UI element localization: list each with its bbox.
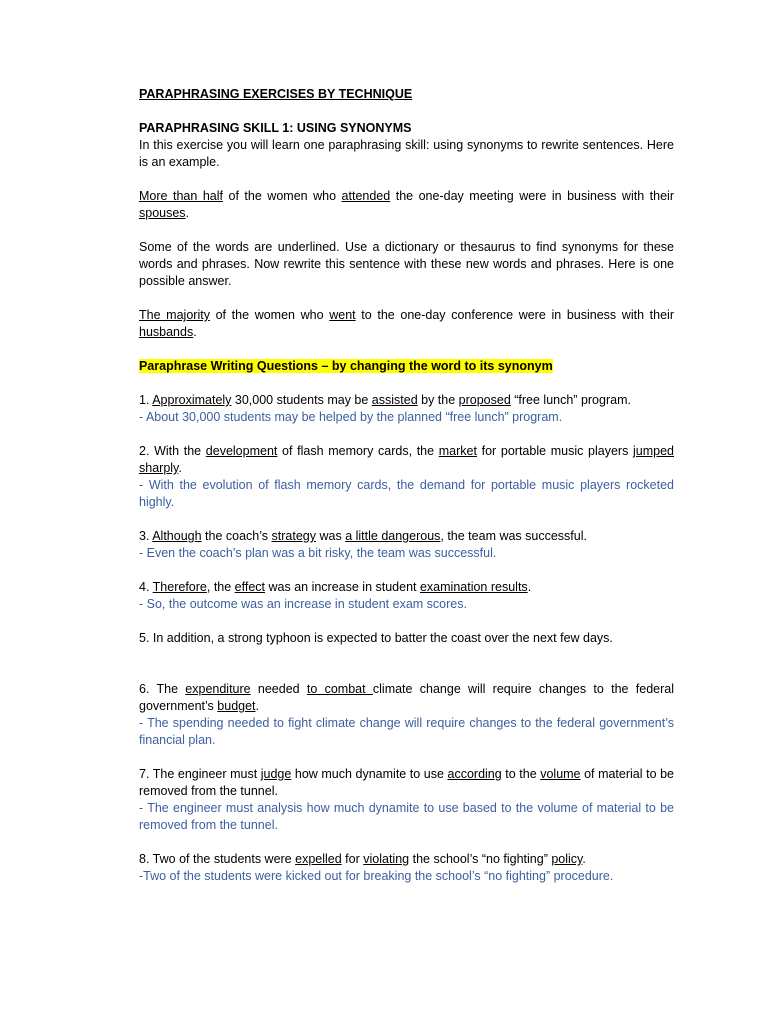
underlined-word: expelled: [295, 852, 342, 866]
text-span: 1.: [139, 393, 153, 407]
text-span: .: [193, 325, 197, 339]
underlined-word: jumped sharply: [139, 444, 674, 475]
question-2: [139, 443, 674, 477]
underlined-word: The majority: [139, 308, 210, 322]
question-4: [139, 579, 674, 596]
text-span: the coach’s: [201, 529, 272, 543]
text-span: .: [527, 580, 532, 594]
underlined-word: Approximately: [152, 393, 232, 407]
underlined-word: Although: [152, 529, 202, 543]
text-span: the one-day meeting were in business with their: [390, 189, 674, 203]
text-span: 4.: [139, 580, 153, 594]
question-3: [139, 528, 674, 545]
answer-6: - The spending needed to fight climate change will require changes to the federal government’s financial plan.: [139, 716, 674, 747]
question-7: [139, 766, 674, 800]
question-8: [139, 851, 674, 868]
underlined-word: a little dangerous: [345, 529, 441, 543]
underlined-word: budget: [217, 699, 256, 713]
underlined-word: attended: [341, 189, 391, 203]
questions-heading: [139, 358, 674, 375]
answer-3: - Even the coach’s plan was a bit risky, the team was successful.: [139, 546, 497, 560]
text-span: was an increase in student: [265, 580, 420, 594]
answer-2: - With the evolution of flash memory cards, the demand for portable music players rocketed highly.: [139, 478, 674, 509]
underlined-word: Therefore: [152, 580, 207, 594]
example-sentence: [139, 188, 674, 222]
answer-4: - So, the outcome was an increase in student exam scores.: [139, 597, 467, 611]
text-span: , the: [206, 580, 235, 594]
text-span: for: [341, 852, 364, 866]
example-answer: [139, 307, 674, 341]
text-span: to the one-day conference were in business with their: [355, 308, 674, 322]
text-span: by the: [417, 393, 459, 407]
document-title: PARAPHRASING EXERCISES BY TECHNIQUE: [139, 87, 413, 101]
underlined-word: strategy: [271, 529, 316, 543]
question-5: 5. In addition, a strong typhoon is expected to batter the coast over the next few days.: [139, 631, 613, 645]
text-span: .: [582, 852, 586, 866]
underlined-word: assisted: [371, 393, 418, 407]
text-span: for portable music players: [476, 444, 633, 458]
question-6: [139, 681, 674, 715]
text-span: “free lunch” program.: [510, 393, 631, 407]
underlined-word: examination results: [419, 580, 528, 594]
text-span: needed: [250, 682, 307, 696]
underlined-word: spouses: [139, 206, 186, 220]
highlighted-heading: Paraphrase Writing Questions – by changing the word to its synonym: [139, 359, 553, 373]
text-span: 6. The: [139, 682, 186, 696]
underlined-word: volume: [540, 767, 581, 781]
document-page: [139, 86, 674, 885]
text-span: how much dynamite to use: [291, 767, 448, 781]
text-span: 7. The engineer must: [139, 767, 261, 781]
underlined-word: violating: [363, 852, 410, 866]
underlined-word: More than half: [139, 189, 223, 203]
instructions-paragraph: Some of the words are underlined. Use a dictionary or thesaurus to find synonyms for these words and phrases. Now rewrite this sentence with these new words and phrases. Here is one possible answer.: [139, 240, 674, 288]
text-span: the school’s “no fighting”: [409, 852, 552, 866]
underlined-word: policy: [551, 852, 583, 866]
intro-paragraph: In this exercise you will learn one paraphrasing skill: using synonyms to rewrite sentences. Here is an example.: [139, 138, 674, 169]
answer-1: - About 30,000 students may be helped by the planned “free lunch” program.: [139, 410, 563, 424]
underlined-word: husbands: [139, 325, 194, 339]
underlined-word: according: [447, 767, 502, 781]
text-span: climate change will require changes to the federal government’s: [139, 682, 674, 713]
text-span: of material to be removed from the tunnel.: [139, 767, 674, 798]
text-span: to the: [501, 767, 541, 781]
text-span: of flash memory cards, the: [277, 444, 439, 458]
text-span: 2. With the: [139, 444, 206, 458]
text-span: of the women who: [209, 308, 330, 322]
underlined-word: proposed: [458, 393, 511, 407]
skill-heading: PARAPHRASING SKILL 1: USING SYNONYMS: [139, 121, 412, 135]
answer-7: - The engineer must analysis how much dynamite to use based to the volume of material to be removed from the tunnel.: [139, 801, 674, 832]
text-span: of the women who: [222, 189, 342, 203]
question-1: [139, 392, 674, 409]
text-span: .: [255, 699, 260, 713]
underlined-word: market: [438, 444, 477, 458]
text-span: 3.: [139, 529, 153, 543]
underlined-word: to combat: [306, 682, 373, 696]
underlined-word: went: [329, 308, 356, 322]
underlined-word: judge: [260, 767, 292, 781]
answer-8: -Two of the students were kicked out for breaking the school’s “no fighting” procedure.: [139, 869, 614, 883]
text-span: was: [316, 529, 346, 543]
underlined-word: development: [205, 444, 278, 458]
text-span: 8. Two of the students were: [139, 852, 296, 866]
underlined-word: effect: [234, 580, 266, 594]
text-span: , the team was successful.: [440, 529, 587, 543]
underlined-word: expenditure: [185, 682, 251, 696]
text-span: .: [178, 461, 182, 475]
text-span: 30,000 students may be: [231, 393, 372, 407]
text-span: .: [185, 206, 190, 220]
